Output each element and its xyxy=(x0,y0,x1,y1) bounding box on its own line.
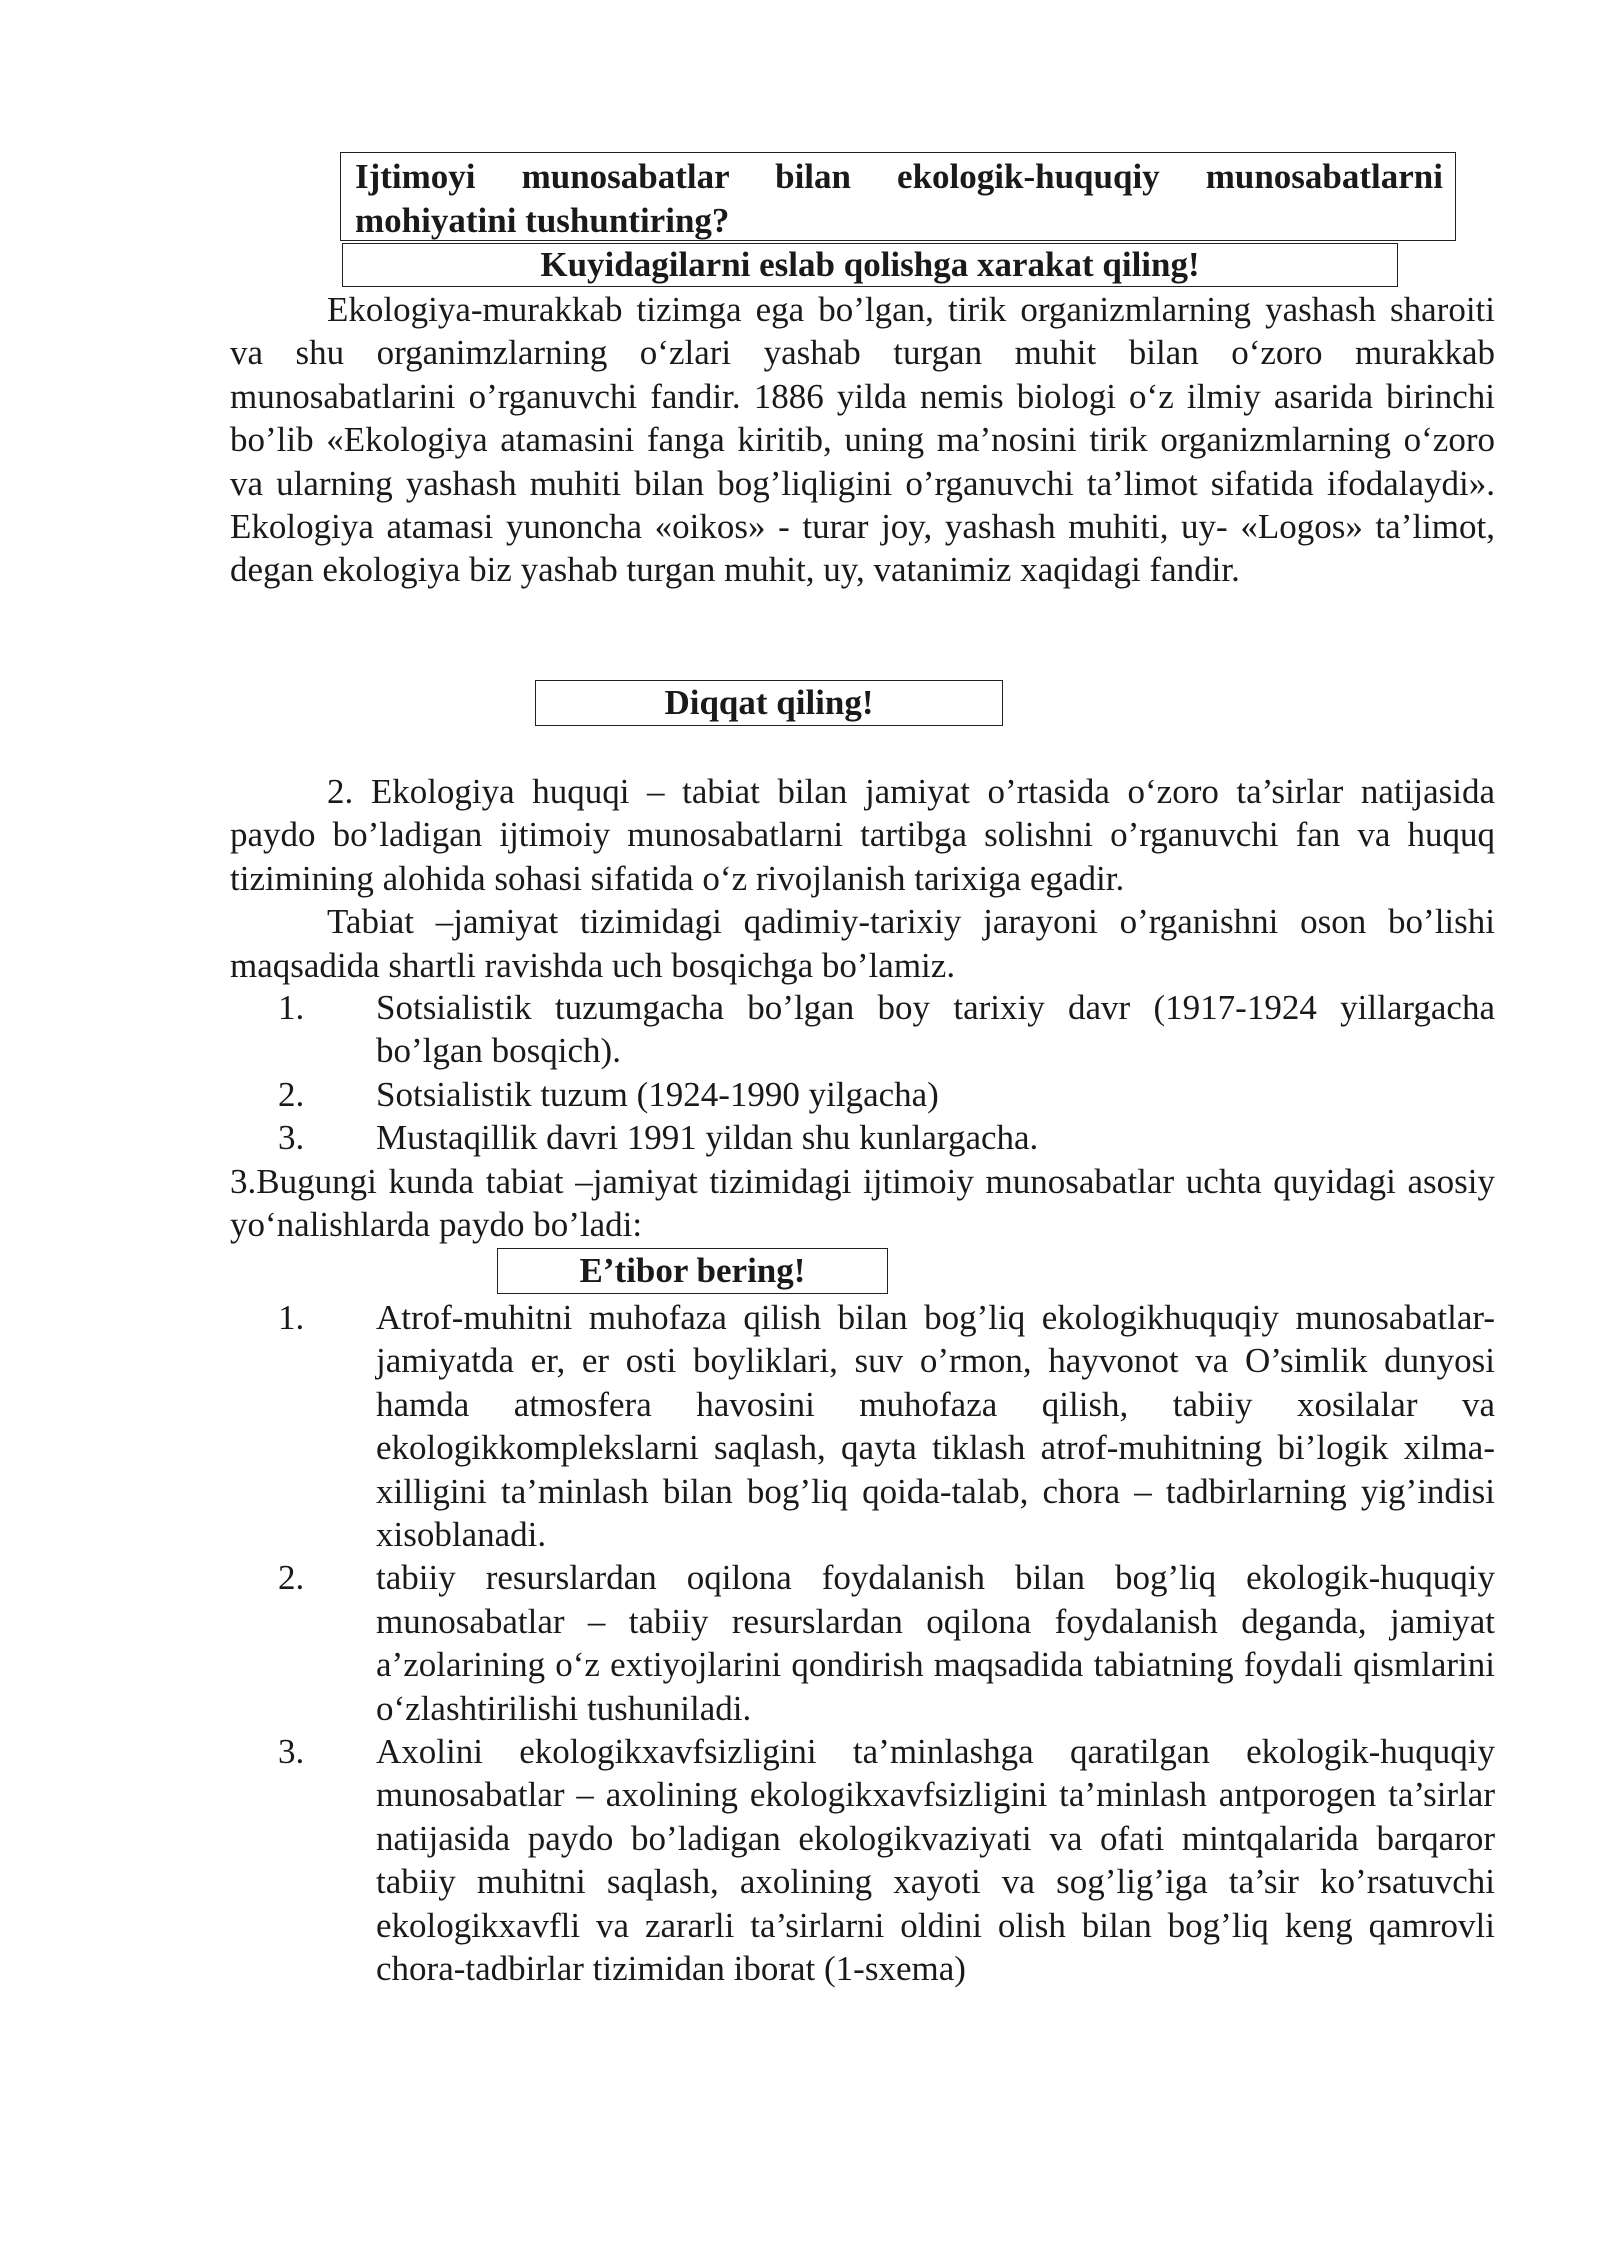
notice-heading: E’tibor bering! xyxy=(579,1251,806,1290)
list-item-text: tabiiy resurslardan oqilona foydalanish bilan bog’liq ekologik-huquqiy munosabatlar – tabiiy resurslardan oqilona foydalanish deganda, jamiyat a’zolarining o‘z extiyojlarini qondirish maqsadida tabiatning foydali qismlarini o‘zlashtirilishi tushuniladi. xyxy=(376,1558,1495,1728)
question-heading-box xyxy=(340,152,1456,241)
remember-heading: Kuyidagilarni eslab qolishga xarakat qiling! xyxy=(540,245,1200,284)
list-item xyxy=(230,1730,1495,1990)
intro-section xyxy=(230,288,1495,592)
list-item xyxy=(230,1296,1495,1556)
list-item xyxy=(230,1116,1495,1159)
list-item-number: 1. xyxy=(278,988,305,1027)
list-item-text: Axolini ekologikxavfsizligini ta’minlashga qaratilgan ekologik-huquqiy munosabatlar – axolining ekologikxavfsizligini ta’minlash antporogen ta’sirlar natijasida paydo bo’ladigan ekologikvaziyati va ofati mintqalarida barqaror tabiiy muhitni saqlash, axolining xayoti va sog’lig’iga ta’sir ko’rsatuvchi ekologikxavfli va zararli ta’sirlarni oldini olish bilan bog’liq keng qamrovli chora-tadbirlar tizimidan iborat (1-sxema) xyxy=(376,1732,1495,1989)
question-heading: Ijtimoyi munosabatlar bilan ekologik-huquqiy munosabatlarni mohiyatini tushuntiring? xyxy=(355,157,1443,240)
relations-list xyxy=(230,1296,1495,1991)
section2 xyxy=(230,770,1495,987)
list-item-text: Mustaqillik davri 1991 yildan shu kunlargacha. xyxy=(376,1118,1039,1158)
attention-heading-box xyxy=(535,680,1003,726)
list-item-number: 2. xyxy=(278,1558,305,1598)
section3-intro: 3.Bugungi kunda tabiat –jamiyat tizimidagi ijtimoiy munosabatlar uchta quyidagi asosiy yo‘nalishlarda paydo bo’ladi: xyxy=(230,1162,1495,1245)
list-item-number: 3. xyxy=(278,1732,305,1772)
list-item xyxy=(230,1556,1495,1730)
section2-paragraph: 2. Ekologiya huquqi – tabiat bilan jamiyat o’rtasida o‘zoro ta’sirlar natijasida paydo bo’ladigan ijtimoiy munosabatlarni tartibga solishni o’rganuvchi fan va huquq tizimining alohida sohasi sifatida o‘z rivojlanish tarixiga egadir. xyxy=(230,772,1495,898)
list-item-text: Sotsialistik tuzum (1924-1990 yilgacha) xyxy=(376,1074,939,1114)
notice-heading-box xyxy=(497,1248,888,1294)
list-item-number: 1. xyxy=(278,1298,305,1337)
list-item xyxy=(230,1073,1495,1116)
section2-paragraph-stages: Tabiat –jamiyat tizimidagi qadimiy-tarixiy jarayoni o’rganishni oson bo’lishi maqsadida shartli ravishda uch bosqichga bo’lamiz. xyxy=(230,902,1495,985)
list-item xyxy=(230,986,1495,1073)
list-item-number: 2. xyxy=(278,1074,305,1114)
stages-list xyxy=(230,986,1495,1160)
list-item-number: 3. xyxy=(278,1118,305,1158)
list-item-text: Sotsialistik tuzumgacha bo’lgan boy tarixiy davr (1917-1924 yillargacha bo’lgan bosqich). xyxy=(376,988,1495,1071)
section3 xyxy=(230,1160,1495,1247)
intro-paragraph: Ekologiya-murakkab tizimga ega bo’lgan, tirik organizmlarning yashash sharoiti va shu organimzlarning o‘zlari yashab turgan muhit bilan o‘zoro murakkab munosabatlarini o’rganuvchi fandir. 1886 yilda nemis biologi o‘z ilmiy asarida birinchi bo’lib «Ekologiya atamasini fanga kiritib, uning ma’nosini tirik organizmlarning o‘zoro va ularning yashash muhiti bilan bog’liqligini o’rganuvchi ta’limot sifatida ifodalaydi». Ekologiya atamasi yunoncha «oikos» - turar joy, yashash muhiti, uy- «Logos» ta’limot, degan ekologiya biz yashab turgan muhit, uy, vatanimiz xaqidagi fandir. xyxy=(230,290,1495,590)
attention-heading: Diqqat qiling! xyxy=(664,683,874,722)
list-item-text: Atrof-muhitni muhofaza qilish bilan bog’liq ekologikhuquqiy munosabatlar-jamiyatda er, er osti boyliklari, suv o’rmon, hayvonot va O’simlik dunyosi hamda atmosfera havosini muhofaza qilish, tabiiy xosilalar va ekologikkomplekslarni saqlash, qayta tiklash atrof-muhitning bi’logik xilma-xilligini ta’minlash bilan bog’liq qoida-talab, chora – tadbirlarning yig’indisi xisoblanadi. xyxy=(376,1298,1495,1555)
remember-heading-box xyxy=(342,243,1398,287)
